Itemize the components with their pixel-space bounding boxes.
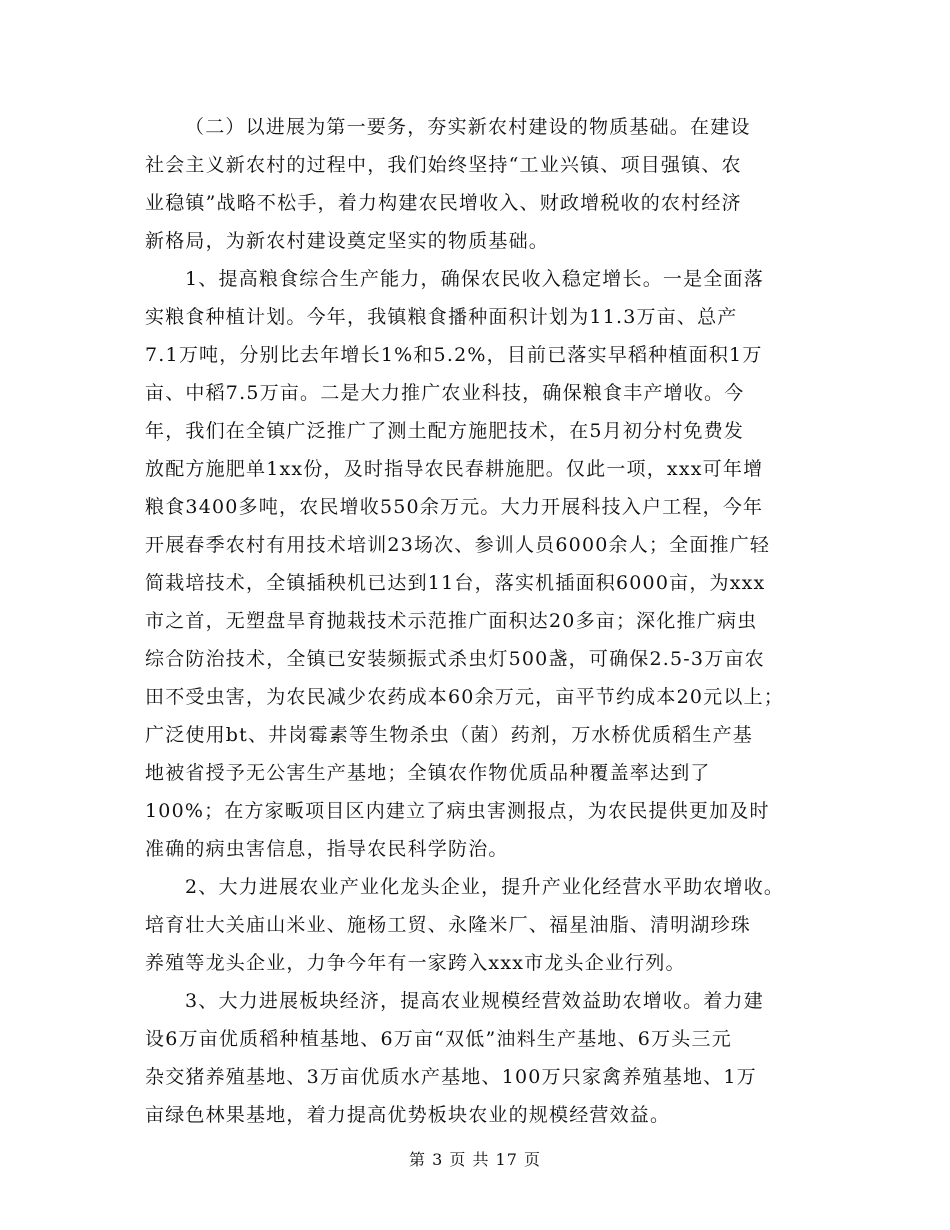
paragraph-line: 100%；在方家畈项目区内建立了病虫害测报点，为农民提供更加及时 — [145, 800, 770, 822]
paragraph-line: 杂交猪养殖基地、3万亩优质水产基地、100万只家禽养殖基地、1万 — [145, 1066, 757, 1088]
paragraph-line: 广泛使用bt、井岗霉素等生物杀虫（菌）药剂，万水桥优质稻生产基 — [145, 724, 753, 746]
paragraph-line: 亩绿色林果基地，着力提高优势板块农业的规模经营效益。 — [145, 1104, 671, 1126]
paragraph-line: 市之首，无塑盘旱育抛栽技术示范推广面积达20多亩；深化推广病虫 — [145, 610, 758, 632]
paragraph-line: 亩、中稻7.5万亩。二是大力推广农业科技，确保粮食丰产增收。今 — [145, 382, 745, 404]
paragraph-line: 养殖等龙头企业，力争今年有一家跨入xxx市龙头企业行列。 — [145, 952, 686, 974]
paragraph-line: 设6万亩优质稻种植基地、6万亩“双低”油料生产基地、6万头三元 — [145, 1028, 732, 1050]
paragraph-line: 实粮食种植计划。今年，我镇粮食播种面积计划为11.3万亩、总产 — [145, 306, 738, 328]
paragraph-line: 2、大力进展农业产业化龙头企业，提升产业化经营水平助农增收。 — [185, 876, 785, 898]
paragraph-line: 田不受虫害，为农民减少农药成本60余万元，亩平节约成本20元以上； — [145, 686, 784, 708]
paragraph-line: 地被省授予无公害生产基地；全镇农作物优质品种覆盖率达到了 — [145, 762, 711, 784]
paragraph-line: 社会主义新农村的过程中，我们始终坚持“工业兴镇、项目强镇、农 — [145, 154, 742, 176]
paragraph-line: 培育壮大关庙山米业、施杨工贸、永隆米厂、福星油脂、清明湖珍珠 — [145, 914, 752, 936]
paragraph-line: 7.1万吨，分别比去年增长1%和5.2%，目前已落实早稻种植面积1万 — [145, 344, 763, 366]
paragraph-line: 放配方施肥单1xx份，及时指导农民春耕施肥。仅此一项，xxx可年增 — [145, 458, 764, 480]
paragraph-line: 开展春季农村有用技术培训23场次、参训人员6000余人；全面推广轻 — [145, 534, 771, 556]
paragraph-line: 简栽培技术，全镇插秧机已达到11台，落实机插面积6000亩，为xxx — [145, 572, 766, 594]
paragraph-line: 新格局，为新农村建设奠定坚实的物质基础。 — [145, 230, 550, 252]
paragraph-line: 粮食3400多吨，农民增收550余万元。大力开展科技入户工程，今年 — [145, 496, 764, 518]
paragraph-line: 3、大力进展板块经济，提高农业规模经营效益助农增收。着力建 — [185, 990, 764, 1012]
paragraph-line: 1、提高粮食综合生产能力，确保农民收入稳定增长。一是全面落 — [185, 268, 764, 290]
page-number-footer: 第 3 页 共 17 页 — [409, 1150, 541, 1169]
paragraph-line: 业稳镇”战略不松手，着力构建农民增收入、财政增税收的农村经济 — [145, 192, 742, 214]
paragraph-line: 年，我们在全镇广泛推广了测土配方施肥技术，在5月初分村免费发 — [145, 420, 745, 442]
paragraph-line: 综合防治技术，全镇已安装频振式杀虫灯500盏，可确保2.5-3万亩农 — [145, 648, 765, 670]
paragraph-line: 准确的病虫害信息，指导农民科学防治。 — [145, 838, 509, 860]
paragraph-line: （二）以进展为第一要务，夯实新农村建设的物质基础。在建设 — [185, 116, 751, 138]
